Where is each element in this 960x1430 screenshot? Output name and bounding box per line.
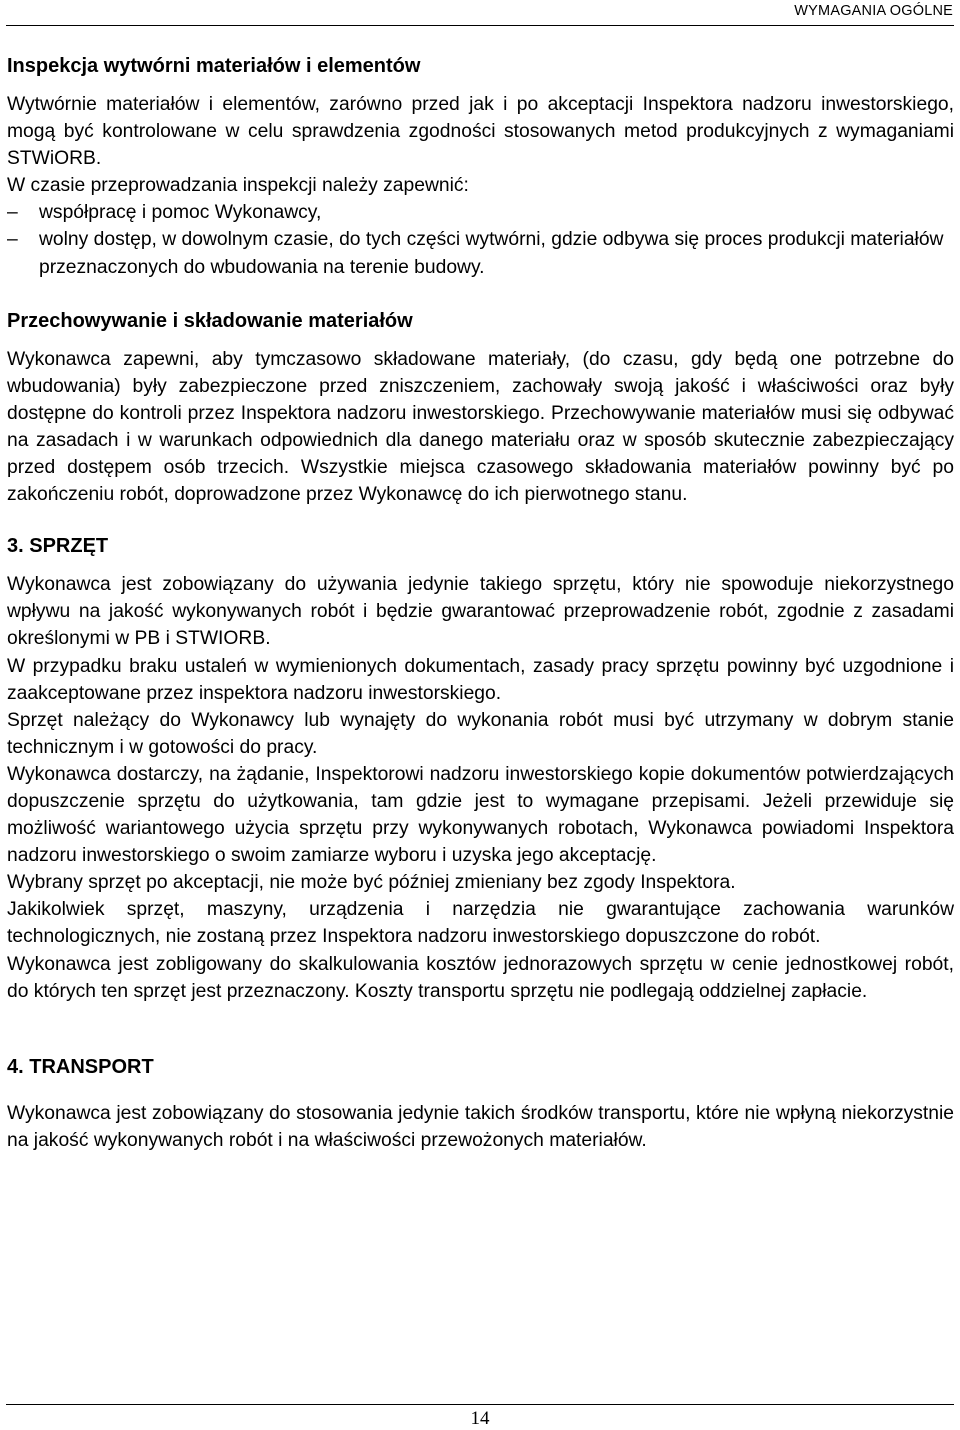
running-header: WYMAGANIA OGÓLNE	[794, 3, 953, 19]
paragraph-inspekcja: Wytwórnie materiałów i elementów, zarówno przed jak i po akceptacji Inspektora nadzoru inwestorskiego, mogą być kontrolowane w celu sprawdzenia zgodności stosowanych metod produkcyjnych z wymaganiami STWiORB.	[7, 94, 954, 170]
dash-list	[7, 199, 954, 280]
dash-bullet: –	[7, 229, 18, 251]
section-sprzet	[7, 532, 954, 1005]
paragraph-sprzet-1: Wykonawca jest zobowiązany do używania jedynie takiego sprzętu, który nie spowoduje niekorzystnego wpływu na jakość wykonywanych robót i będzie gwarantować przeprowadzenie robót, zgodnie z zasadami określonymi w PB i STWIORB.	[7, 574, 954, 650]
page-content	[7, 52, 954, 1154]
list-item	[7, 199, 954, 226]
paragraph-sprzet-3: Sprzęt należący do Wykonawcy lub wynajęty do wykonania robót musi być utrzymany w dobrym stanie technicznym i w gotowości do pracy.	[7, 709, 954, 758]
section-heading-transport: 4. TRANSPORT	[7, 1055, 154, 1078]
dash-bullet: –	[7, 202, 18, 224]
footer-rule	[6, 1404, 954, 1405]
list-item-text: wolny dostęp, w dowolnym czasie, do tych części wytwórni, gdzie odbywa się proces produkcji materiałów przeznaczonych do wbudowania na terenie budowy.	[39, 229, 944, 278]
section-transport	[7, 1053, 954, 1154]
section-heading-inspekcja: Inspekcja wytwórni materiałów i elementów	[7, 55, 421, 77]
paragraph-sprzet-4: Wykonawca dostarczy, na żądanie, Inspektorowi nadzoru inwestorskiego kopie dokumentów potwierdzających dopuszczenie sprzętu do użytkowania, tam gdzie jest to wymagane przepisami. Jeżeli przewiduje się możliwość wariantowego użycia sprzętu przy wykonywanych robotach, Wykonawca powiadomi Inspektora nadzoru inwestorskiego o swoim zamiarze wyboru i uzyska jego akceptację.	[7, 763, 954, 867]
paragraph-sprzet-6: Jakikolwiek sprzęt, maszyny, urządzenia i narzędzia nie gwarantujące zachowania warunków technologicznych, nie zostaną przez Inspektora nadzoru inwestorskiego dopuszczone do robót.	[7, 899, 954, 948]
section-inspekcja	[7, 52, 954, 281]
paragraph-inspekcja-lead: W czasie przeprowadzania inspekcji należy zapewnić:	[7, 175, 469, 197]
section-heading-przechowywanie: Przechowywanie i składowanie materiałów	[7, 309, 413, 332]
list-item-text: współpracę i pomoc Wykonawcy,	[39, 202, 322, 224]
list-item	[7, 226, 954, 280]
page-number: 14	[470, 1408, 490, 1429]
paragraph-sprzet-7: Wykonawca jest zobligowany do skalkulowania kosztów jednorazowych sprzętu w cenie jednostkowej robót, do których ten sprzęt jest przeznaczony. Koszty transportu sprzętu nie podlegają oddzielnej zapłacie.	[7, 953, 954, 1002]
paragraph-sprzet-2: W przypadku braku ustaleń w wymienionych dokumentach, zasady pracy sprzętu powinny być uzgodnione i zaakceptowane przez inspektora nadzoru inwestorskiego.	[7, 655, 954, 704]
section-przechowywanie	[7, 307, 954, 509]
header-rule	[6, 25, 954, 26]
section-heading-sprzet: 3. SPRZĘT	[7, 535, 109, 558]
paragraph-przechowywanie: Wykonawca zapewni, aby tymczasowo składowane materiały, (do czasu, gdy będą one potrzebne do wbudowania) były zabezpieczone przed zniszczeniem, zachowały swoją jakość i właściwości oraz były dostępne do kontroli przez Inspektora nadzoru inwestorskiego. Przechowywanie materiałów musi się odbywać na zasadach i w warunkach odpowiednich dla danego materiału oraz w sposób skutecznie zabezpieczający przed dostępem osób trzecich. Wszystkie miejsca czasowego składowania materiałów powinny być po zakończeniu robót, doprowadzone przez Wykonawcę do ich pierwotnego stanu.	[7, 348, 954, 506]
paragraph-transport: Wykonawca jest zobowiązany do stosowania jedynie takich środków transportu, które nie wpłyną niekorzystnie na jakość wykonywanych robót i na właściwości przewożonych materiałów.	[7, 1102, 954, 1151]
paragraph-sprzet-5: Wybrany sprzęt po akceptacji, nie może być później zmieniany bez zgody Inspektora.	[7, 872, 736, 894]
